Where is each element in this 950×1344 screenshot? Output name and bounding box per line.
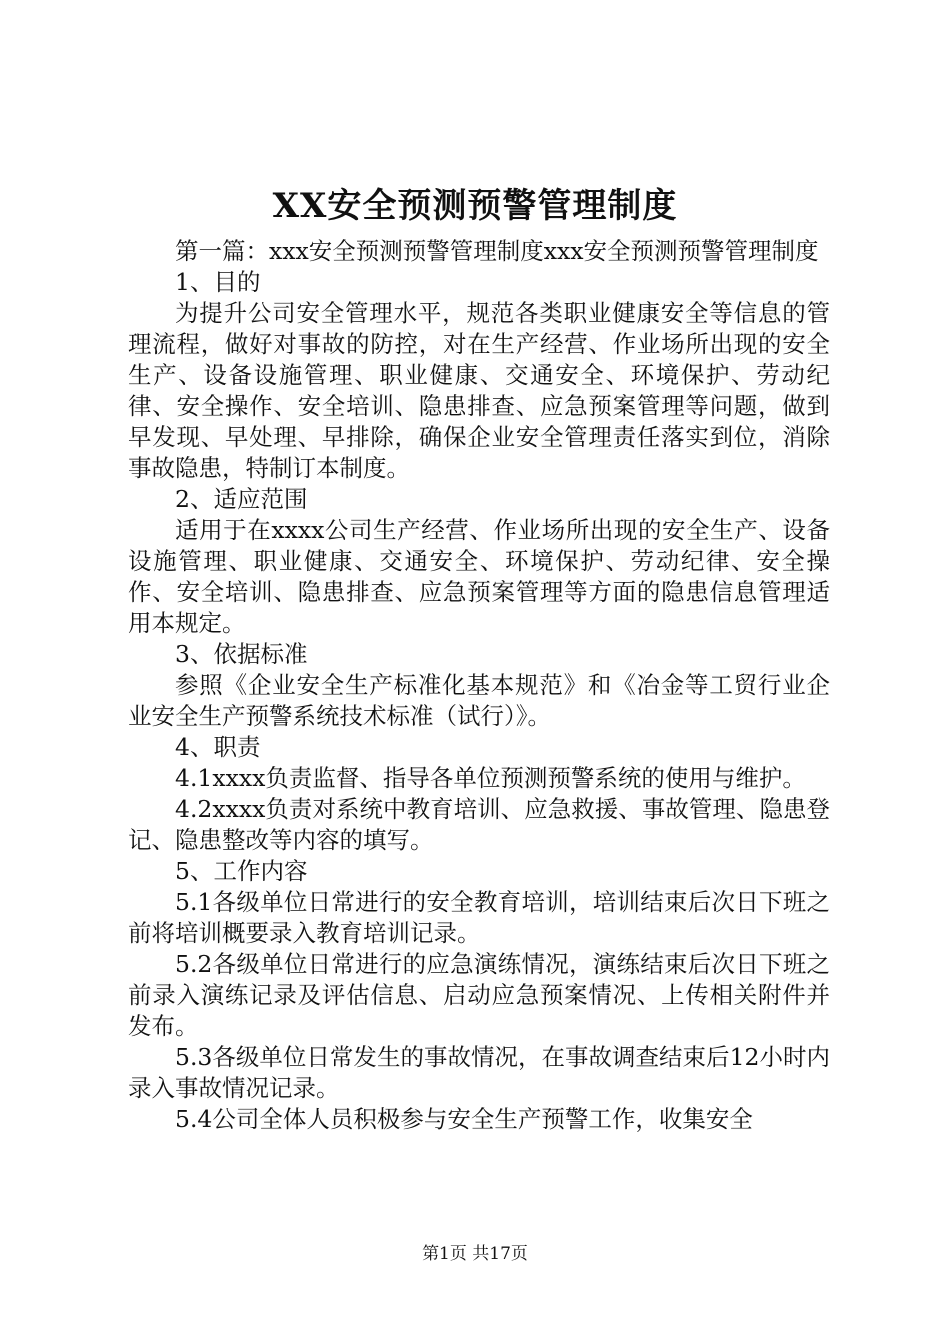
paragraph-duty-4-1: 4.1xxxx负责监督、指导各单位预测预警系统的使用与维护。 bbox=[175, 764, 806, 792]
section-heading-standards: 3、依据标准 bbox=[175, 640, 308, 668]
paragraph-standards: 参照《企业安全生产标准化基本规范》和《冶金等工贸行业企业安全生产预警系统技术标准（试行）》。 bbox=[128, 671, 830, 730]
document-body bbox=[128, 236, 830, 1135]
paragraph-purpose: 为提升公司安全管理水平，规范各类职业健康安全等信息的管理流程，做好对事故的防控，对在生产经营、作业场所出现的安全生产、设备设施管理、职业健康、交通安全、环境保护、劳动纪律、安全操作、安全培训、隐患排查、应急预案管理等问题，做到早发现、早处理、早排除，确保企业安全管理责任落实到位，消除事故隐患，特制订本制度。 bbox=[128, 299, 830, 482]
document-title: XX安全预测预警管理制度 bbox=[272, 186, 678, 226]
paragraph-work-5-4: 5.4公司全体人员积极参与安全生产预警工作，收集安全 bbox=[175, 1105, 753, 1133]
section-heading-scope: 2、适应范围 bbox=[175, 485, 308, 513]
section-heading-duties: 4、职责 bbox=[175, 733, 261, 761]
paragraph-work-5-3: 5.3各级单位日常发生的事故情况，在事故调查结束后12小时内录入事故情况记录。 bbox=[128, 1043, 830, 1102]
paragraph-work-5-1: 5.1各级单位日常进行的安全教育培训，培训结束后次日下班之前将培训概要录入教育培训记录。 bbox=[128, 888, 830, 947]
paragraph-duty-4-2: 4.2xxxx负责对系统中教育培训、应急救援、事故管理、隐患登记、隐患整改等内容的填写。 bbox=[128, 795, 830, 854]
paragraph-intro: 第一篇：xxx安全预测预警管理制度xxx安全预测预警管理制度 bbox=[175, 237, 819, 265]
paragraph-scope: 适用于在xxxx公司生产经营、作业场所出现的安全生产、设备设施管理、职业健康、交通安全、环境保护、劳动纪律、安全操作、安全培训、隐患排查、应急预案管理等方面的隐患信息管理适用本规定。 bbox=[128, 516, 830, 637]
section-heading-work: 5、工作内容 bbox=[175, 857, 308, 885]
section-heading-purpose: 1、目的 bbox=[175, 268, 261, 296]
paragraph-work-5-2: 5.2各级单位日常进行的应急演练情况，演练结束后次日下班之前录入演练记录及评估信息、启动应急预案情况、上传相关附件并发布。 bbox=[128, 950, 830, 1040]
page-footer: 第1页 共17页 bbox=[422, 1244, 528, 1264]
